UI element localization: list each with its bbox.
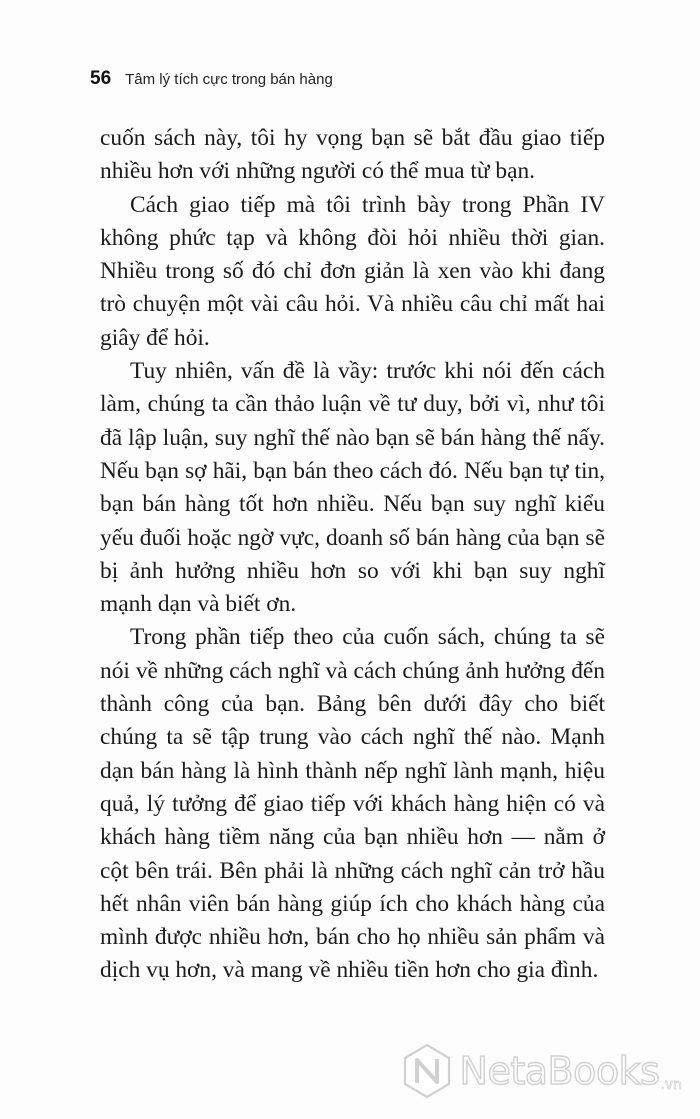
running-title: Tâm lý tích cực trong bán hàng: [125, 71, 333, 88]
netabooks-logo-icon: [402, 1043, 452, 1099]
watermark: [402, 1043, 682, 1099]
paragraph: Cách giao tiếp mà tôi trình bày trong Phần IV không phức tạp và không đòi hỏi nhiều thời gian. Nhiều trong số đó chỉ đơn giản là xen vào khi đang trò chuyện một vài câu hỏi. Và nhiều câu chỉ mất hai giây để hỏi.: [100, 191, 605, 351]
body-text: [100, 122, 605, 988]
watermark-brand: NetaBooks: [459, 1049, 660, 1093]
paragraph: Tuy nhiên, vấn đề là vầy: trước khi nói đến cách làm, chúng ta cần thảo luận về tư duy, bởi vì, như tôi đã lập luận, suy nghĩ thế nào bạn sẽ bán hàng thế nấy. Nếu bạn sợ hãi, bạn bán theo cách đó. Nếu bạn tự tin, bạn bán hàng tốt hơn nhiều. Nếu bạn suy nghĩ kiểu yếu đuối hoặc ngờ vực, doanh số bán hàng của bạn sẽ bị ảnh hưởng nhiều hơn so với khi bạn suy nghĩ mạnh dạn và biết ơn.: [100, 358, 605, 618]
paragraph: Trong phần tiếp theo của cuốn sách, chúng ta sẽ nói về những cách nghĩ và cách chúng ảnh hưởng đến thành công của bạn. Bảng bên dưới đây cho biết chúng ta sẽ tập trung vào cách nghĩ thế nào. Mạnh dạn bán hàng là hình thành nếp nghĩ lành mạnh, hiệu quả, lý tưởng để giao tiếp với khách hàng hiện có và khách hàng tiềm năng của bạn nhiều hơn — nằm ở cột bên trái. Bên phải là những cách nghĩ cản trở hầu hết nhân viên bán hàng giúp ích cho khách hàng của mình được nhiều hơn, bán cho họ nhiều sản phẩm và dịch vụ hơn, và mang về nhiều tiền hơn cho gia đình.: [100, 624, 605, 984]
watermark-suffix: .vn: [660, 1077, 682, 1093]
paragraph: cuốn sách này, tôi hy vọng bạn sẽ bắt đầu giao tiếp nhiều hơn với những người có thể mua từ bạn.: [100, 125, 605, 185]
page-number: 56: [90, 68, 112, 89]
page-header: [90, 68, 333, 90]
